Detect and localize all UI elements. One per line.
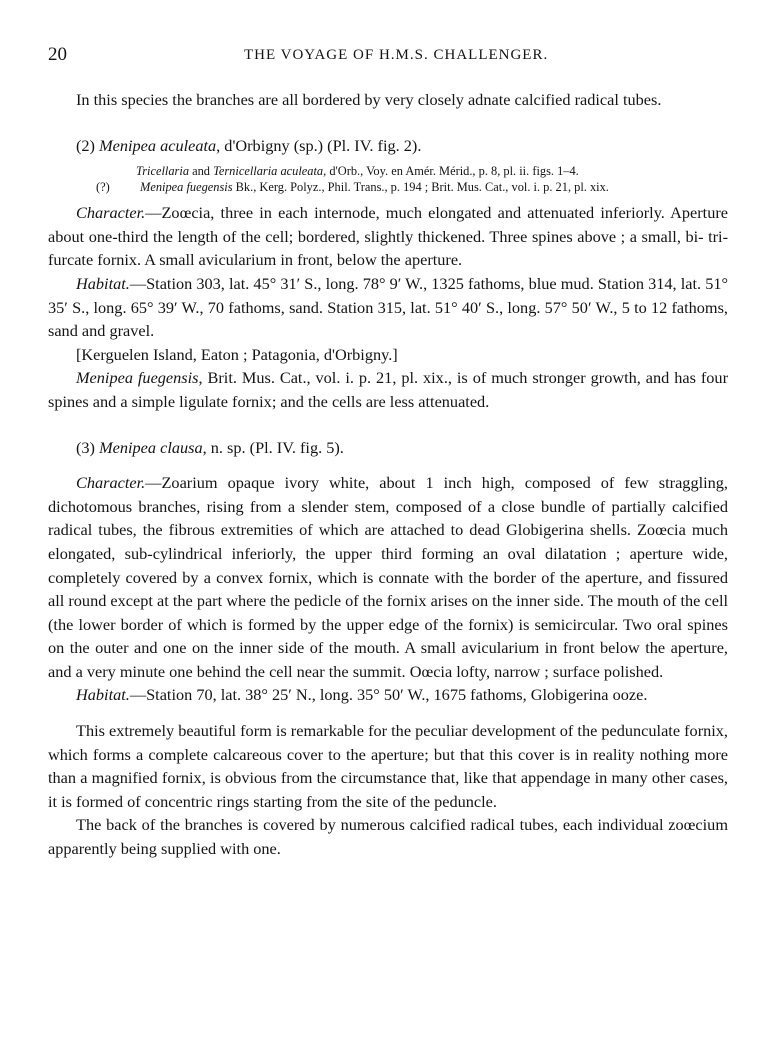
body-text <box>48 88 728 861</box>
character-label: Character. <box>76 203 146 223</box>
remark-species-name: Menipea fuegensis <box>76 368 199 388</box>
character-text: —Zoœcia, three in each internode, much elongated and attenuated inferiorly. Aperture about one-third the length of the cell; bordered, slightly thickened. Three spines above ; a small, bi- tri-furcate fornix. A small avicularium in front, below the aperture. <box>48 203 728 270</box>
page-header <box>48 44 728 70</box>
character-text: —Zoarium opaque ivory white, about 1 inch high, composed of few straggling, dichotomous branches, rising from a slender stem, composed of a close bundle of partially calcified radical tubes, the fibrous extremities of which are attached to dead Globigerina shells. Zoœcia much elongated, sub-cylindrical inferiorly, the upper third forming an oval dilatation ; aperture wide, completely covered by a convex fornix, which is connate with the border of the aperture, and fissured all round except at the part where the pedicle of the fornix arises on the inner side. The mouth of the cell (the lower border of which is formed by the upper edge of the fornix) is semicircular. Two oral spines on the outer and one on the inner side of the mouth. A small avicularium in front below the aperture, and a very minute one behind the cell near the summit. Oœcia lofty, narrow ; surface polished. <box>48 473 728 681</box>
species-3-name: Menipea clausa <box>99 437 203 457</box>
habitat-text: —Station 70, lat. 38° 25′ N., long. 35° 50′ W., 1675 fathoms, Globigerina ooze. <box>129 685 648 705</box>
synonym-1-and: and <box>189 164 214 179</box>
remark-text: , Brit. Mus. Cat., vol. i. p. 21, pl. xix., is of much stronger growth, and has four spines and a simple ligulate fornix; and the cells are less attenuated. <box>48 368 728 411</box>
species-3-character <box>48 471 728 683</box>
synonym-2-reference: Bk., Kerg. Polyz., Phil. Trans., p. 194 ; Brit. Mus. Cat., vol. i. p. 21, pl. xix. <box>232 180 609 195</box>
running-head: THE VOYAGE OF H.M.S. CHALLENGER. <box>244 47 549 63</box>
species-3-heading <box>48 436 728 460</box>
synonym-2-query-marker: (?) <box>96 180 110 195</box>
species-2-heading <box>48 134 728 158</box>
species-2-synonym-2 <box>48 179 728 195</box>
synonym-1-genus: Tricellaria <box>136 164 190 179</box>
species-3-back-paragraph: The back of the branches is covered by numerous calcified radical tubes, each individual zoœcium apparently being supplied with one. <box>48 815 728 859</box>
species-3-authority: , n. sp. (Pl. IV. fig. 5). <box>202 437 344 457</box>
species-2-distribution: [Kerguelen Island, Eaton ; Patagonia, d'Orbigny.] <box>76 344 398 364</box>
species-2-name: Menipea aculeata <box>99 135 217 155</box>
species-3-habitat <box>48 683 728 707</box>
habitat-label: Habitat. <box>76 685 130 705</box>
species-2-character <box>48 201 728 272</box>
species-2-authority: , d'Orbigny (sp.) (Pl. IV. fig. 2). <box>216 135 422 155</box>
intro-paragraph: In this species the branches are all bordered by very closely adnate calcified radical tubes. <box>76 90 662 109</box>
habitat-text: —Station 303, lat. 45° 31′ S., long. 78° 9′ W., 1325 fathoms, blue mud. Station 314, lat. 51° 35′ S., long. 65° 39′ W., 70 fathoms, sand. Station 315, lat. 51° 40′ S., long. 57° 50′ W., 5 to 12 fathoms, sand and gravel. <box>48 273 728 341</box>
species-2-synonym-1 <box>48 163 728 179</box>
species-2-remark <box>48 366 728 413</box>
habitat-label: Habitat. <box>76 273 130 293</box>
character-label: Character. <box>76 473 146 493</box>
page-number: 20 <box>48 44 67 65</box>
species-3-discussion-paragraph: This extremely beautiful form is remarkable for the peculiar development of the pedunculate fornix, which forms a complete calcareous cover to the aperture; but that this cover is in reality nothing more than a magnified fornix, is obvious from the circumstance that, like that appendage in many other cases, it is formed of concentric rings starting from the site of the peduncle. <box>48 721 728 811</box>
synonym-2-name: Menipea fuegensis <box>140 180 233 195</box>
species-3-number: (3) <box>76 437 95 457</box>
species-2-number: (2) <box>76 135 95 155</box>
synonym-1-reference: , d'Orb., Voy. en Amér. Mérid., p. 8, pl. ii. figs. 1–4. <box>323 164 579 179</box>
synonym-1-species: Ternicellaria aculeata <box>213 164 324 179</box>
species-2-habitat <box>48 272 728 343</box>
